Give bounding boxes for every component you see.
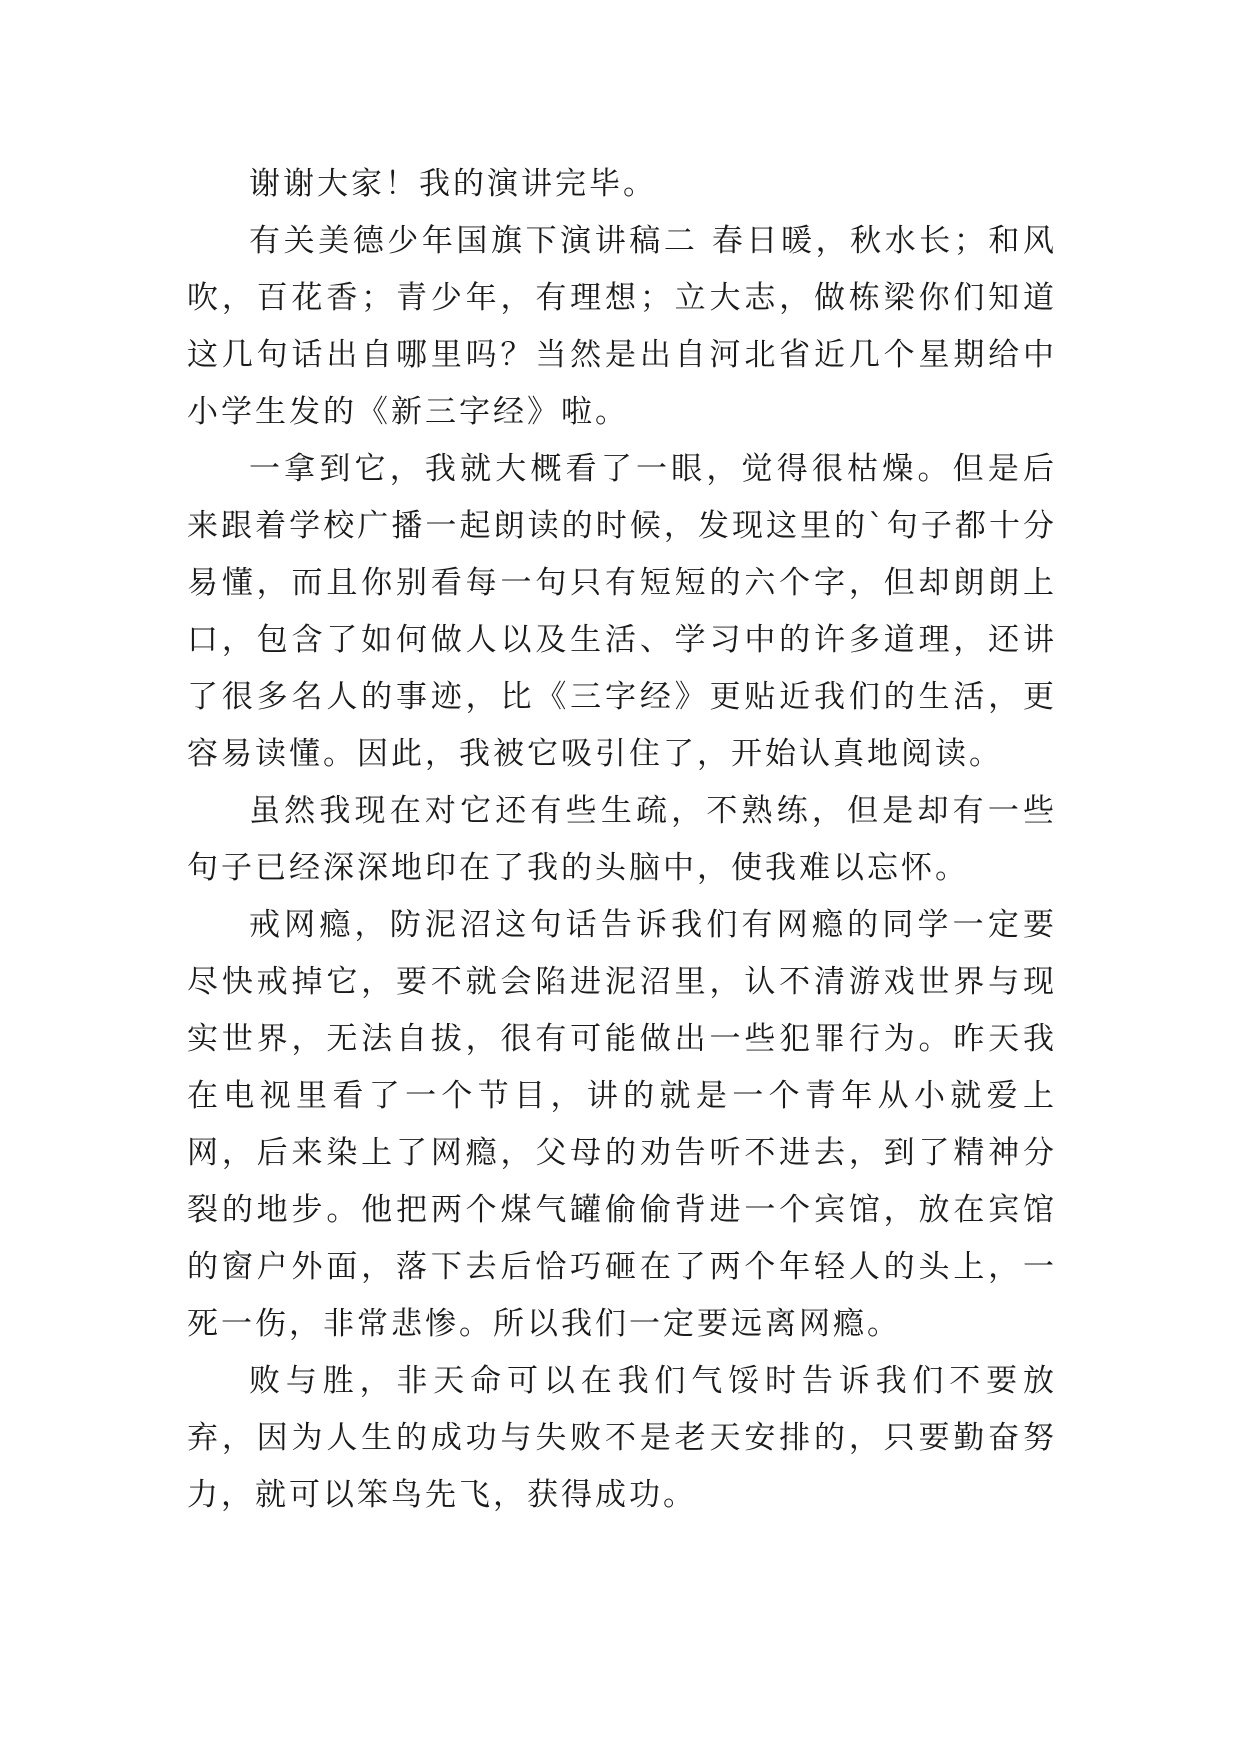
paragraph-first-impression: 一拿到它，我就大概看了一眼，觉得很枯燥。但是后来跟着学校广播一起朗读的时候，发现这里的`句子都十分易懂，而且你别看每一句只有短短的六个字，但却朗朗上口，包含了如何做人以及生活、学习中的许多道理，还讲了很多名人的事迹，比《三字经》更贴近我们的生活，更容易读懂。因此，我被它吸引住了，开始认真地阅读。 [187,451,1057,772]
paragraph-internet-addiction: 戒网瘾，防泥沼这句话告诉我们有网瘾的同学一定要尽快戒掉它，要不就会陷进泥沼里，认不清游戏世界与现实世界，无法自拔，很有可能做出一些犯罪行为。昨天我在电视里看了一个节目，讲的就是一个青年从小就爱上网，后来染上了网瘾，父母的劝告听不进去，到了精神分裂的地步。他把两个煤气罐偷偷背进一个宾馆，放在宾馆的窗户外面，落下去后恰巧砸在了两个年轻人的头上，一死一伤，非常悲惨。所以我们一定要远离网瘾。 [187,907,1057,1342]
paragraph-speech-intro: 有关美德少年国旗下演讲稿二 春日暖，秋水长；和风吹，百花香；青少年，有理想；立大志，做栋梁你们知道这几句话出自哪里吗？当然是出自河北省近几个星期给中小学生发的《新三字经》啦。 [187,223,1057,430]
paragraph-closing: 谢谢大家！我的演讲完毕。 [249,166,657,202]
paragraph-success-failure: 败与胜，非天命可以在我们气馁时告诉我们不要放弃，因为人生的成功与失败不是老天安排的，只要勤奋努力，就可以笨鸟先飞，获得成功。 [187,1363,1057,1513]
document-body [187,156,1057,1524]
paragraph-memorable-lines: 虽然我现在对它还有些生疏，不熟练，但是却有一些句子已经深深地印在了我的头脑中，使我难以忘怀。 [187,793,1057,886]
